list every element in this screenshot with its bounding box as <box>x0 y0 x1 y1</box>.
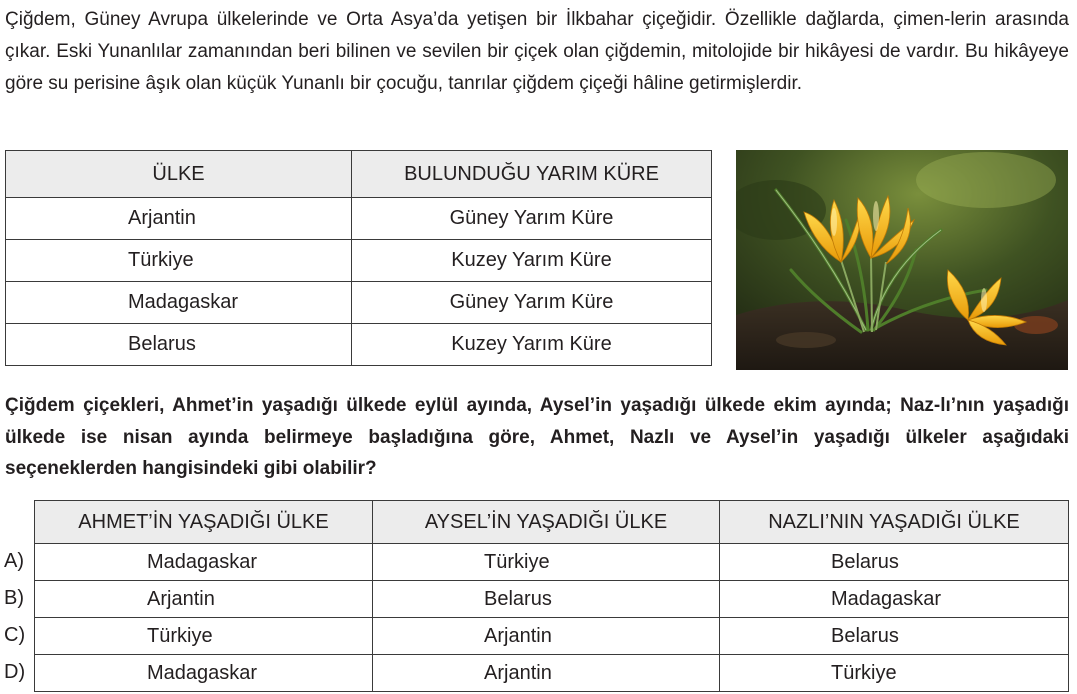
nazli-country-cell: Belarus <box>720 618 1069 655</box>
table-row <box>6 198 712 240</box>
table-header-row <box>35 501 1069 544</box>
answer-options-table <box>34 500 1069 692</box>
country-hemisphere-table <box>5 150 712 366</box>
table-row <box>6 324 712 366</box>
country-cell: Belarus <box>6 324 352 366</box>
ahmet-country-cell: Türkiye <box>35 618 373 655</box>
option-letter-a[interactable]: A) <box>4 550 24 572</box>
header-aysel-country: AYSEL’İN YAŞADIĞI ÜLKE <box>373 501 720 544</box>
question-text: Çiğdem çiçekleri, Ahmet’in yaşadığı ülkede eylül ayında, Aysel’in yaşadığı ülkede ekim ayında; Naz-lı’nın yaşadığı ülkede ise nisan ayında belirmeye başladığına göre, Ahmet, Nazlı ve Aysel’in yaşadığı ülkeler aşağıdaki seçeneklerden hangisindeki gibi olabilir? <box>5 395 1069 479</box>
header-ahmet-country: AHMET’İN YAŞADIĞI ÜLKE <box>35 501 373 544</box>
hemisphere-cell: Güney Yarım Küre <box>352 282 712 324</box>
header-country: ÜLKE <box>6 151 352 198</box>
aysel-country-cell: Belarus <box>373 581 720 618</box>
header-nazli-country: NAZLI’NIN YAŞADIĞI ÜLKE <box>720 501 1069 544</box>
hemisphere-cell: Kuzey Yarım Küre <box>352 240 712 282</box>
hemisphere-cell: Kuzey Yarım Küre <box>352 324 712 366</box>
option-row-a[interactable] <box>35 544 1069 581</box>
option-row-c[interactable] <box>35 618 1069 655</box>
header-hemisphere: BULUNDUĞU YARIM KÜRE <box>352 151 712 198</box>
ahmet-country-cell: Arjantin <box>35 581 373 618</box>
nazli-country-cell: Madagaskar <box>720 581 1069 618</box>
aysel-country-cell: Arjantin <box>373 655 720 692</box>
ahmet-country-cell: Madagaskar <box>35 544 373 581</box>
table-header-row <box>6 151 712 198</box>
country-cell: Arjantin <box>6 198 352 240</box>
hemisphere-cell: Güney Yarım Küre <box>352 198 712 240</box>
aysel-country-cell: Türkiye <box>373 544 720 581</box>
ahmet-country-cell: Madagaskar <box>35 655 373 692</box>
option-letter-c[interactable]: C) <box>4 624 26 646</box>
option-letter-b[interactable]: B) <box>4 587 24 609</box>
nazli-country-cell: Türkiye <box>720 655 1069 692</box>
option-row-d[interactable] <box>35 655 1069 692</box>
country-cell: Madagaskar <box>6 282 352 324</box>
table-row <box>6 240 712 282</box>
aysel-country-cell: Arjantin <box>373 618 720 655</box>
crocus-photo <box>736 150 1068 370</box>
intro-paragraph: Çiğdem, Güney Avrupa ülkelerinde ve Orta Asya’da yetişen bir İlkbahar çiçeğidir. Özellikle dağlarda, çimen-lerin arasında çıkar. Eski Yunanlılar zamanından beri bilinen ve sevilen bir çiçek olan çiğdemin, mitolojide bir hikâyesi de vardır. Bu hikâyeye göre su perisine âşık olan küçük Yunanlı bir çocuğu, tanrılar çiğdem çiçeği hâline getirmişlerdir. <box>5 9 1069 94</box>
country-cell: Türkiye <box>6 240 352 282</box>
nazli-country-cell: Belarus <box>720 544 1069 581</box>
table-row <box>6 282 712 324</box>
option-letter-d[interactable]: D) <box>4 661 26 683</box>
option-row-b[interactable] <box>35 581 1069 618</box>
option-letters <box>4 543 34 691</box>
